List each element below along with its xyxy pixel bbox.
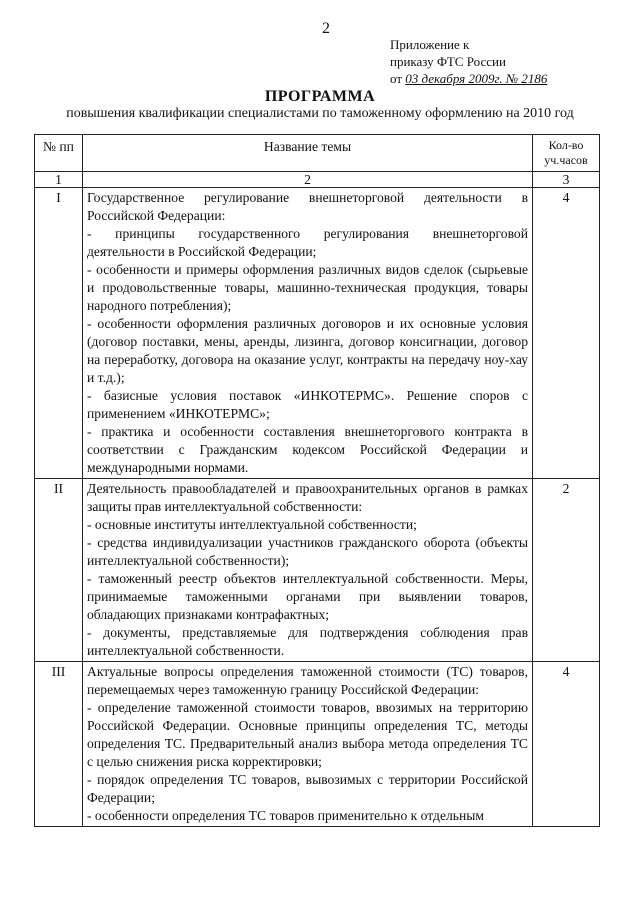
document-subtitle: повышения квалификации специалистами по таможенному оформлению на 2010 год: [66, 106, 574, 121]
appendix-date-prefix: от: [390, 71, 403, 86]
topic-bullet: - особенности определения ТС товаров применительно к отдельным: [87, 808, 484, 823]
header-hours: Кол-во уч.часов: [533, 135, 600, 172]
topic-bullet: - средства индивидуализации участников гражданского оборота (объекты интеллектуальной собственности);: [87, 535, 528, 568]
topic-bullet: - основные институты интеллектуальной собственности;: [87, 517, 417, 532]
row-hours: 2: [533, 479, 600, 662]
topic-heading: Государственное регулирование внешнеторговой деятельности в Российской Федерации:: [87, 190, 528, 223]
topic-bullet: - особенности и примеры оформления различных видов сделок (сырьевые и продовольственные товары, машинно-техническая продукция, товары народного потребления);: [87, 262, 528, 313]
row-topic: [83, 662, 533, 827]
program-table: [34, 134, 600, 827]
header-topic: Название темы: [83, 135, 533, 172]
table-row: [35, 188, 600, 479]
topic-bullet: - особенности оформления различных договоров и их основные условия (договор поставки, мены, аренды, лизинга, договор консигнации, договор на переработку, договора на оказание услуг, контракты на передачу ноу-хау и т.д.);: [87, 316, 528, 385]
topic-bullet: - принципы государственного регулирования внешнеторговой деятельности в Российской Федерации;: [87, 226, 528, 259]
appendix-line-2: приказу ФТС России: [390, 54, 506, 69]
row-hours: 4: [533, 188, 600, 479]
row-number: II: [35, 479, 83, 662]
topic-bullet: - практика и особенности составления внешнеторгового контракта в соответствии с Гражданским кодексом Российской Федерации и международными нормами.: [87, 424, 528, 475]
column-number-2: 2: [83, 172, 533, 188]
row-number: I: [35, 188, 83, 479]
topic-heading: Актуальные вопросы определения таможенной стоимости (ТС) товаров, перемещаемых через таможенную границу Российской Федерации:: [87, 664, 528, 697]
row-hours: 4: [533, 662, 600, 827]
appendix-block: [390, 36, 547, 87]
column-number-3: 3: [533, 172, 600, 188]
appendix-date-value: 03 декабря 2009г. № 2186: [405, 71, 548, 86]
row-topic: [83, 479, 533, 662]
topic-bullet: - базисные условия поставок «ИНКОТЕРМС». Решение споров с применением «ИНКОТЕРМС»;: [87, 388, 528, 421]
row-number: III: [35, 662, 83, 827]
column-number-1: 1: [35, 172, 83, 188]
document-title: ПРОГРАММА: [264, 88, 376, 105]
table-header-row: [35, 135, 600, 172]
topic-bullet: - определение таможенной стоимости товаров, ввозимых на территорию Российской Федерации. Основные принципы определения ТС, методы определения ТС. Предварительный анализ выбора метода определения ТС с целью снижения риска корректировки;: [87, 700, 528, 769]
appendix-line-1: Приложение к: [390, 37, 470, 52]
topic-bullet: - документы, представляемые для подтверждения соблюдения прав интеллектуальной собственности.: [87, 625, 528, 658]
topic-bullet: - порядок определения ТС товаров, вывозимых с территории Российской Федерации;: [87, 772, 528, 805]
header-num: № пп: [35, 135, 83, 172]
table-row: [35, 662, 600, 827]
page-number: 2: [322, 20, 330, 37]
column-number-row: [35, 172, 600, 188]
appendix-line-3: [390, 70, 547, 87]
topic-bullet: - таможенный реестр объектов интеллектуальной собственности. Меры, принимаемые таможенными органами при выявлении товаров, обладающих признаками контрафактных;: [87, 571, 528, 622]
table-row: [35, 479, 600, 662]
topic-heading: Деятельность правообладателей и правоохранительных органов в рамках защиты прав интеллектуальной собственности:: [87, 481, 528, 514]
row-topic: [83, 188, 533, 479]
